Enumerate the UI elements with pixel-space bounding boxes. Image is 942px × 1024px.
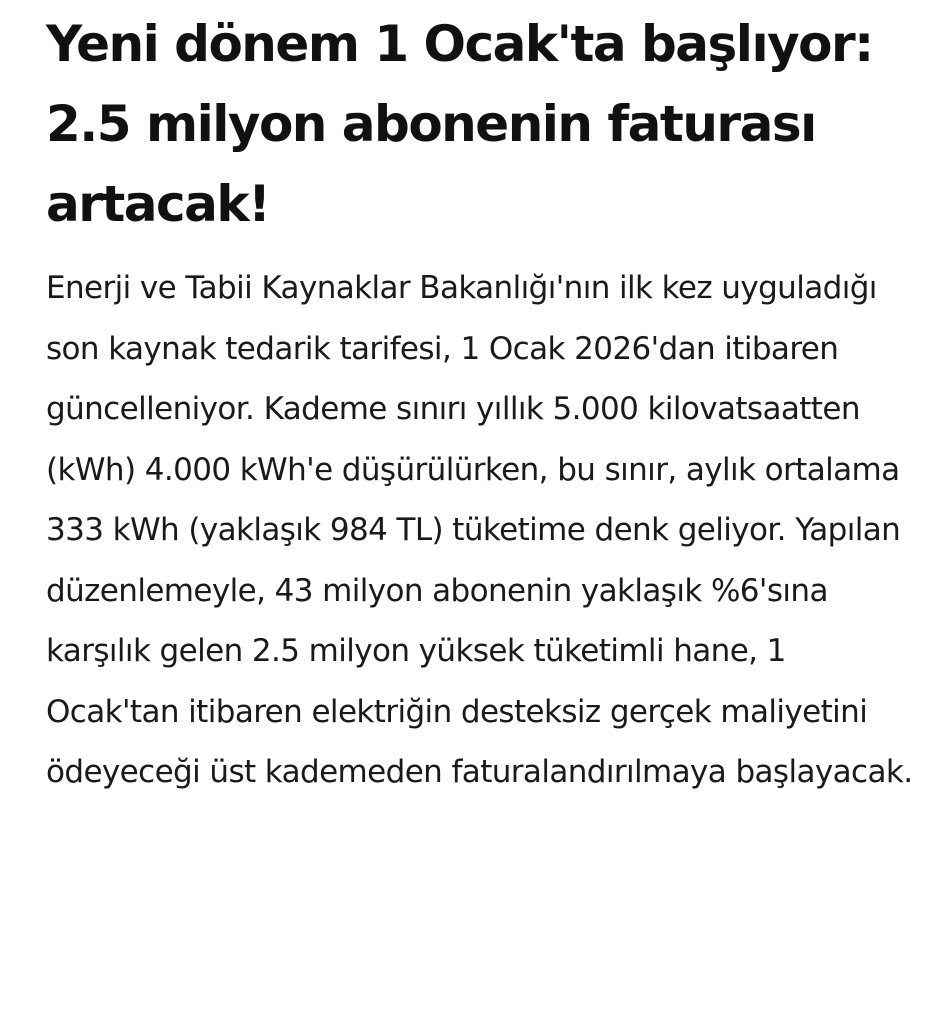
news-article (46, 0, 926, 803)
article-headline: Yeni dönem 1 Ocak'ta başlıyor: 2.5 milyon abonenin faturası artacak! (46, 15, 873, 233)
article-body: Enerji ve Tabii Kaynaklar Bakanlığı'nın ilk kez uyguladığı son kaynak tedarik tarifesi, 1 Ocak 2026'dan itibaren güncelleniyor. Kademe sınırı yıllık 5.000 kilovatsaatten (kWh) 4.000 kWh'e düşürülürken, bu sınır, aylık ortalama 333 kWh (yaklaşık 984 TL) tüketime denk geliyor. Yapılan düzenlemeyle, 43 milyon abonenin yaklaşık %6'sına karşılık gelen 2.5 milyon yüksek tüketimli hane, 1 Ocak'tan itibaren elektriğin desteksiz gerçek maliyetini ödeyeceği üst kademeden faturalandırılmaya başlayacak. (46, 270, 913, 790)
